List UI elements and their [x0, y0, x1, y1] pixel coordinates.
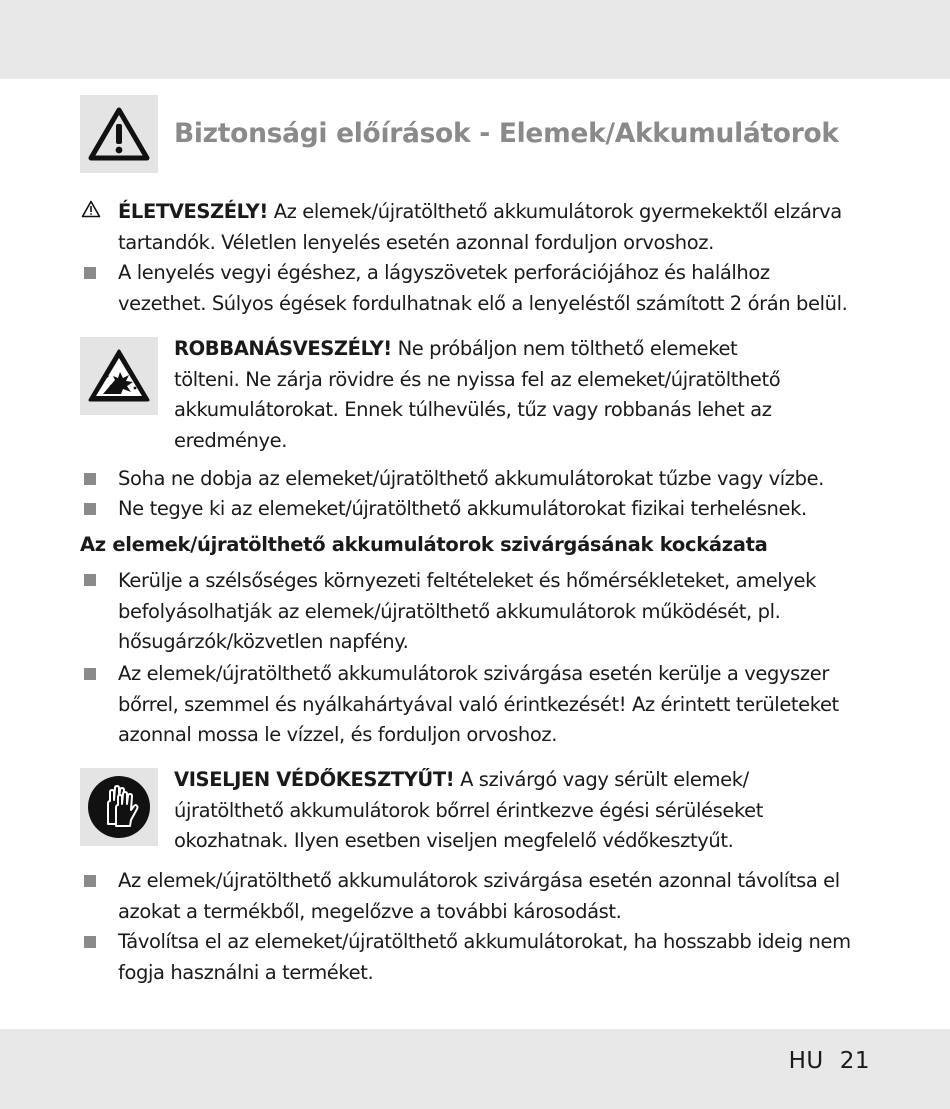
chemical-contact-bullet: Az elemek/újratölthető akkumulátorok szivárgása esetén kerülje a vegyszer bőrrel, szemmel és nyálkahártyával való érintkezését! Az érintett területeket azonnal mossa le vízzel, és forduljon orvoshoz.: [118, 662, 839, 746]
swallow-bullet: A lenyelés vegyi égéshez, a lágyszövetek perforációjához és halálhoz vezethet. Súlyos égések fordulhatnak elő a lenyeléstől számított 2 órán belül.: [118, 261, 848, 315]
life-danger-paragraph: ÉLETVESZÉLY! Az elemek/újratölthető akkumulátorok gyermekektől elzárva tartandók. Véletlen lenyelés esetén azonnal forduljon orvoshoz.: [118, 200, 842, 254]
explosion-icon: [87, 348, 151, 404]
language-code: HU: [788, 1048, 824, 1074]
explosion-paragraph: ROBBANÁSVESZÉLY! Ne próbáljon nem tölthető elemeket tölteni. Ne zárja rövidre és ne nyissa fel az elemeket/újratölthető akkumulátorokat. Ennek túlhevülés, tűz vagy robbanás lehet az eredménye.: [174, 337, 781, 452]
page-footer: [789, 1048, 870, 1074]
bullet-marker: [84, 574, 96, 586]
bullet-marker: [84, 503, 96, 515]
bullet-marker: [84, 875, 96, 887]
bullet-marker: [84, 936, 96, 948]
explosion-label: ROBBANÁSVESZÉLY!: [174, 337, 392, 360]
page-title: Biztonsági előírások - Elemek/Akkumulátorok: [174, 118, 839, 149]
small-warning-icon: [81, 200, 101, 218]
leak-risk-heading: Az elemek/újratölthető akkumulátorok szivárgásának kockázata: [80, 533, 768, 556]
bullet-marker: [84, 473, 96, 485]
warning-triangle-icon: [88, 107, 150, 161]
bullet-marker: [84, 668, 96, 680]
fire-water-bullet: Soha ne dobja az elemeket/újratölthető akkumulátorokat tűzbe vagy vízbe.: [118, 467, 824, 490]
gloves-paragraph: VISELJEN VÉDŐKESZTYŰT! A szivárgó vagy sérült elemek/ újratölthető akkumulátorok bőrrel érintkezve égési sérüléseket okozhatnak. Ilyen esetben viseljen megfelelő védőkesztyűt.: [174, 768, 763, 852]
remove-leaking-bullet: Az elemek/újratölthető akkumulátorok szivárgása esetén azonnal távolítsa el azokat a termékből, megelőzve a további károsodást.: [118, 869, 840, 923]
explosion-icon-box: [80, 337, 158, 415]
physical-load-bullet: Ne tegye ki az elemeket/újratölthető akkumulátorokat fizikai terhelésnek.: [118, 497, 807, 520]
page-number: 21: [839, 1048, 870, 1074]
remove-unused-bullet: Távolítsa el az elemeket/újratölthető akkumulátorokat, ha hosszabb ideig nem fogja használni a terméket.: [118, 930, 851, 984]
top-band: [0, 0, 950, 79]
gloves-icon: [86, 774, 152, 840]
warning-icon-box: [80, 95, 158, 173]
life-danger-label: ÉLETVESZÉLY!: [118, 200, 268, 223]
gloves-icon-box: [80, 768, 158, 846]
extreme-conditions-bullet: Kerülje a szélsőséges környezeti feltételeket és hőmérsékleteket, amelyek befolyásolhatják az elemek/újratölthető akkumulátorok működését, pl. hősugárzók/közvetlen napfény.: [118, 569, 816, 653]
gloves-label: VISELJEN VÉDŐKESZTYŰT!: [174, 768, 455, 791]
bullet-marker: [84, 267, 96, 279]
